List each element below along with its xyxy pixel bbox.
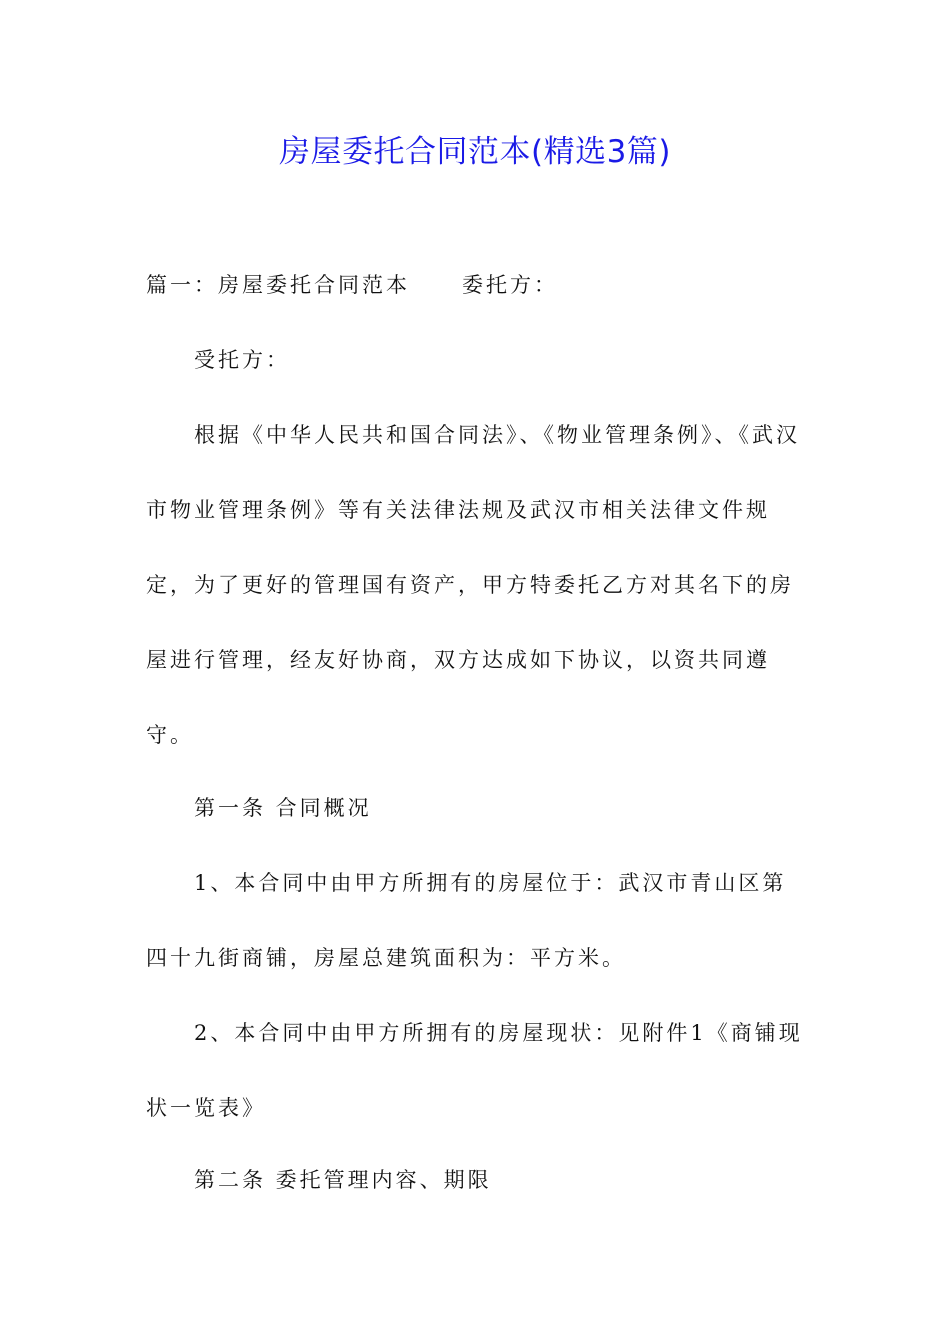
trustee-party-label: 受托方： xyxy=(194,348,290,372)
document-title: 房屋委托合同范本(精选3篇) xyxy=(279,134,671,170)
paragraph-clause-2: 2、本合同中由甲方所拥有的房屋现状：见附件1《商铺现状一览表》 xyxy=(146,1021,803,1120)
article-two-heading: 第二条 委托管理内容、期限 xyxy=(194,1168,492,1192)
paragraph-section-one-header xyxy=(146,248,808,323)
principal-party-label: 委托方： xyxy=(462,273,558,297)
article-one-heading: 第一条 合同概况 xyxy=(194,796,372,820)
section-one-heading: 篇一：房屋委托合同范本 xyxy=(146,273,410,297)
paragraph-preamble: 根据《中华人民共和国合同法》、《物业管理条例》、《武汉市物业管理条例》等有关法律法规及武汉市相关法律文件规定，为了更好的管理国有资产，甲方特委托乙方对其名下的房屋进行管理，经友好协商，双方达成如下协议，以资共同遵守。 xyxy=(146,423,800,747)
paragraph-clause-1: 1、本合同中由甲方所拥有的房屋位于：武汉市青山区第四十九街商铺，房屋总建筑面积为：平方米。 xyxy=(146,871,787,970)
